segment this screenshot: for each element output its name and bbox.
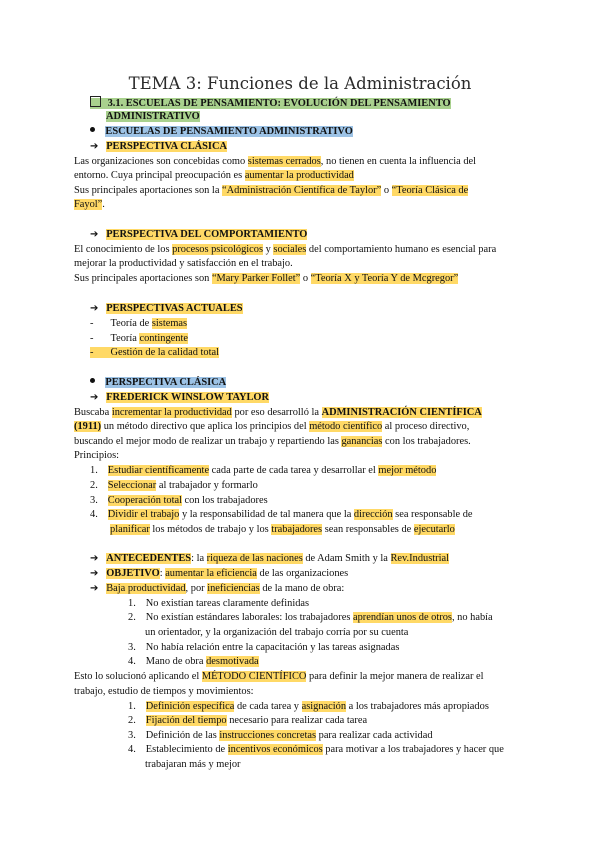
bullet-icon xyxy=(90,127,95,132)
antecedentes-line: ➔ ANTECEDENTES: la riqueza de las naciones de Adam Smith y la Rev.Industrial xyxy=(90,553,449,564)
arrow-right-icon: ➔ xyxy=(90,583,99,594)
bullet-icon xyxy=(90,378,95,383)
taylor-text-3: buscando el mejor modo de realizar un trabajo y repartiendo las ganancias con los trabajadores. xyxy=(74,436,471,447)
classic-text-2: entorno. Cuya principal preocupación es aumentar la productividad xyxy=(74,170,354,181)
current-item-1: - Teoría de sistemas xyxy=(90,318,188,329)
solution-text-1: Esto lo solucionó aplicando el MÉTODO CIENTÍFICO para definir la mejor manera de realizar el xyxy=(74,671,484,682)
principle-4-cont: planificar los métodos de trabajo y los trabajadores sean responsables de ejecutarlo xyxy=(110,524,455,535)
solution-step-4-cont: trabajaran más y mejor xyxy=(145,759,241,770)
behavior-text-1: El conocimiento de los procesos psicológicos y sociales del comportamiento humano es esencial para xyxy=(74,244,497,255)
cause-2-cont: un orientador, y la organización del trabajo corría por su cuenta xyxy=(145,627,409,638)
solution-step-2: 2. Fijación del tiempo necesario para realizar cada tarea xyxy=(128,715,368,726)
classic-text-1: Las organizaciones son concebidas como sistemas cerrados, no tienen en cuenta la influencia del xyxy=(74,156,477,167)
baja-productividad-line: ➔ Baja productividad, por ineficiencias de la mano de obra: xyxy=(90,583,345,594)
taylor-heading: ➔ FREDERICK WINSLOW TAYLOR xyxy=(90,392,270,403)
classic-text-4: Fayol”. xyxy=(74,199,105,210)
principle-1: 1. Estudiar científicamente cada parte de cada tarea y desarrollar el mejor método xyxy=(90,465,437,476)
checkbox-icon xyxy=(90,96,101,107)
page-title: TEMA 3: Funciones de la Administración xyxy=(128,74,472,93)
arrow-right-icon: ➔ xyxy=(90,553,99,564)
arrow-right-icon: ➔ xyxy=(90,568,99,579)
taylor-text-1: Buscaba incrementar la productividad por eso desarrolló la ADMINISTRACIÓN CIENTÍFICA xyxy=(74,407,482,418)
taylor-text-2: (1911) un método directivo que aplica los principios del método científico al proceso directivo, xyxy=(74,421,470,432)
arrow-right-icon: ➔ xyxy=(90,303,99,314)
current-item-3: - Gestión de la calidad total xyxy=(90,347,219,358)
arrow-right-icon: ➔ xyxy=(90,229,99,240)
cause-4: 4. Mano de obra desmotivada xyxy=(128,656,259,667)
behavior-text-2: mejorar la productividad y satisfacción en el trabajo. xyxy=(74,258,293,269)
solution-step-1: 1. Definición específica de cada tarea y asignación a los trabajadores más apropiados xyxy=(128,701,489,712)
solution-text-2: trabajo, estudio de tiempos y movimientos: xyxy=(74,686,254,697)
classic-heading-2: PERSPECTIVA CLÁSICA xyxy=(90,376,226,390)
taylor-text-4: Principios: xyxy=(74,450,120,461)
principle-3: 3. Cooperación total con los trabajadores xyxy=(90,495,268,506)
behavior-heading: ➔ PERSPECTIVA DEL COMPORTAMIENTO xyxy=(90,229,308,240)
section-heading-cont: ADMINISTRATIVO xyxy=(106,111,200,122)
school-heading: ESCUELAS DE PENSAMIENTO ADMINISTRATIVO xyxy=(90,125,353,139)
cause-1: 1. No existían tareas claramente definidas xyxy=(128,598,310,609)
principle-4: 4. Dividir el trabajo y la responsabilidad de tal manera que la dirección sea responsable de xyxy=(90,509,473,520)
objetivo-line: ➔ OBJETIVO: aumentar la eficiencia de las organizaciones xyxy=(90,568,349,579)
current-item-2: - Teoría contingente xyxy=(90,333,188,344)
cause-3: 3. No había relación entre la capacitación y las tareas asignadas xyxy=(128,642,400,653)
classic-text-3: Sus principales aportaciones son la “Administración Científica de Taylor” o “Teoría Clásica de xyxy=(74,185,469,196)
classic-heading: ➔ PERSPECTIVA CLÁSICA xyxy=(90,141,227,152)
principle-2: 2. Seleccionar al trabajador y formarlo xyxy=(90,480,258,491)
arrow-right-icon: ➔ xyxy=(90,141,99,152)
solution-step-4: 4. Establecimiento de incentivos económicos para motivar a los trabajadores y hacer que xyxy=(128,744,504,755)
behavior-text-3: Sus principales aportaciones son “Mary Parker Follet” o “Teoría X y Teoría Y de Mcgregor” xyxy=(74,273,459,284)
cause-2: 2. No existían estándares laborales: los trabajadores aprendían unos de otros, no había xyxy=(128,612,493,623)
arrow-right-icon: ➔ xyxy=(90,392,99,403)
section-heading: 3.1. ESCUELAS DE PENSAMIENTO: EVOLUCIÓN DEL PENSAMIENTO xyxy=(90,96,451,111)
solution-step-3: 3. Definición de las instrucciones concretas para realizar cada actividad xyxy=(128,730,433,741)
current-heading: ➔ PERSPECTIVAS ACTUALES xyxy=(90,303,243,314)
